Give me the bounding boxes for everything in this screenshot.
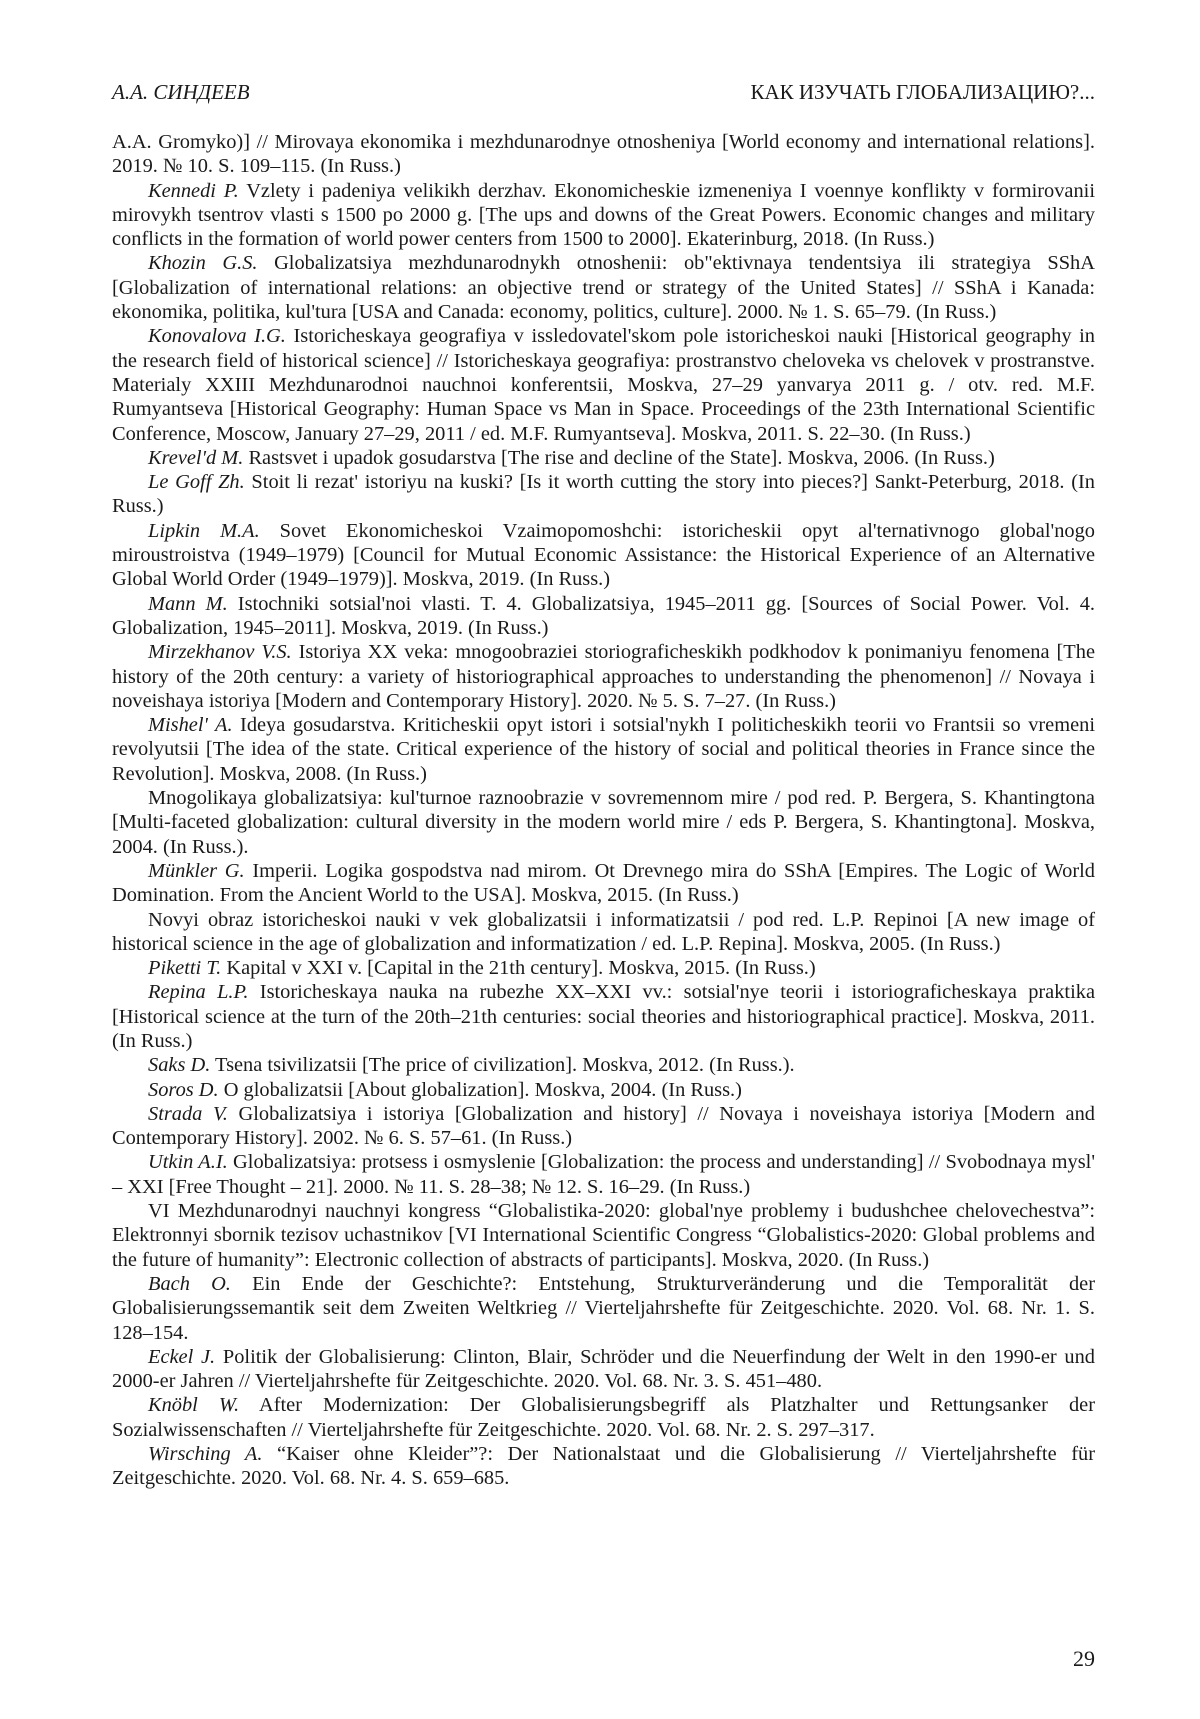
reference-entry (112, 786, 1095, 859)
reference-entry (112, 324, 1095, 445)
reference-entry (112, 1199, 1095, 1272)
reference-entry (112, 1442, 1095, 1491)
reference-text: Ein Ende der Geschichte?: Entstehung, Strukturveränderung und die Temporalität der Globalisierungssemantik seit dem Zweiten Weltkrieg // Vierteljahrshefte für Zeitgeschichte. 2020. Vol. 68. Nr. 1. S. 128–154. (112, 1273, 1095, 1344)
reference-author: Repina L.P. (148, 981, 248, 1003)
reference-entry (112, 1053, 1095, 1077)
reference-text: Ideya gosudarstva. Kriticheskii opyt istori i sotsial'nykh I politicheskikh teorii vo Frantsii so vremeni revolyutsii [The idea of the state. Critical experience of the history of social and political theories in France since the Revolution]. Moskva, 2008. (In Russ.) (112, 714, 1095, 785)
reference-entry (112, 1150, 1095, 1199)
reference-author: Lipkin M.A. (148, 520, 260, 542)
reference-entry (112, 1102, 1095, 1151)
reference-text: Istochniki sotsial'noi vlasti. T. 4. Globalizatsiya, 1945–2011 gg. [Sources of Social Power. Vol. 4. Globalization, 1945–2011]. Moskva, 2019. (In Russ.) (112, 593, 1095, 639)
reference-text: Vzlety i padeniya velikikh derzhav. Ekonomicheskie izmeneniya I voennye konflikty v formirovanii mirovykh tsentrov vlasti s 1500 po 2000 g. [The ups and downs of the Great Powers. Economic changes and military conflicts in the formation of world power centers from 1500 to 2000]. Ekaterinburg, 2018. (In Russ.) (112, 180, 1095, 251)
reference-text: A.A. Gromyko)] // Mirovaya ekonomika i mezhdunarodnye otnosheniya [World economy and international relations]. 2019. № 10. S. 109–115. (In Russ.) (112, 131, 1095, 177)
reference-author: Soros D. (148, 1079, 219, 1101)
reference-text: Istoricheskaya geografiya v issledovatel'skom pole istoricheskoi nauki [Historical geography in the research field of historical science] // Istoricheskaya geografiya: prostranstvo cheloveka vs chelovek v prostranstve. Materialy XXIII Mezhdunarodnoi nauchnoi konferentsii, Moskva, 27–29 yanvarya 2011 g. / otv. red. M.F. Rumyantseva [Historical Geography: Human Space vs Man in Space. Proceedings of the 23th International Scientific Conference, Moscow, January 27–29, 2011 / ed. M.F. Rumyantseva]. Moskva, 2011. S. 22–30. (In Russ.) (112, 325, 1095, 444)
reference-author: Mann M. (148, 593, 228, 615)
reference-author: Le Goff Zh. (148, 471, 245, 493)
reference-author: Bach O. (148, 1273, 231, 1295)
reference-entry (112, 908, 1095, 957)
reference-entry (112, 713, 1095, 786)
reference-text: Novyi obraz istoricheskoi nauki v vek globalizatsii i informatizatsii / pod red. L.P. Repinoi [A new image of historical science in the age of globalization and informatization / ed. L.P. Repina]. Moskva, 2005. (In Russ.) (112, 909, 1095, 955)
reference-author: Mirzekhanov V.S. (148, 641, 292, 663)
reference-entry (112, 519, 1095, 592)
running-header-title: КАК ИЗУЧАТЬ ГЛОБАЛИЗАЦИЮ?... (750, 80, 1095, 105)
reference-author: Utkin A.I. (148, 1151, 228, 1173)
reference-entry (112, 130, 1095, 179)
reference-author: Mishel' A. (148, 714, 233, 736)
reference-entry (112, 251, 1095, 324)
reference-list (112, 130, 1095, 1491)
reference-author: Kennedi P. (148, 180, 239, 202)
reference-author: Strada V. (148, 1103, 228, 1125)
reference-text: Tsena tsivilizatsii [The price of civilization]. Moskva, 2012. (In Russ.). (210, 1054, 794, 1076)
reference-entry (112, 1272, 1095, 1345)
reference-entry (112, 1345, 1095, 1394)
reference-entry (112, 956, 1095, 980)
reference-entry (112, 470, 1095, 519)
reference-text: O globalizatsii [About globalization]. Moskva, 2004. (In Russ.) (219, 1079, 742, 1101)
reference-author: Eckel J. (148, 1346, 215, 1368)
reference-text: Istoricheskaya nauka na rubezhe XX–XXI vv.: sotsial'nye teorii i istoriograficheskaya praktika [Historical science at the turn of the 20th–21th centuries: social theories and historiographical practice]. Moskva, 2011. (In Russ.) (112, 981, 1095, 1052)
reference-text: Kapital v XXI v. [Capital in the 21th century]. Moskva, 2015. (In Russ.) (221, 957, 815, 979)
reference-text: Sovet Ekonomicheskoi Vzaimopomoshchi: istoricheskii opyt al'ternativnogo global'nogo miroustroistva (1949–1979) [Council for Mutual Economic Assistance: the Historical Experience of an Alternative Global World Order (1949–1979)]. Moskva, 2019. (In Russ.) (112, 520, 1095, 591)
reference-text: “Kaiser ohne Kleider”?: Der Nationalstaat und die Globalisierung // Vierteljahrshefte für Zeitgeschichte. 2020. Vol. 68. Nr. 4. S. 659–685. (112, 1443, 1095, 1489)
reference-author: Piketti T. (148, 957, 221, 979)
reference-text: Rastsvet i upadok gosudarstva [The rise and decline of the State]. Moskva, 2006. (In Russ.) (243, 447, 994, 469)
reference-text: Politik der Globalisierung: Clinton, Blair, Schröder und die Neuerfindung der Welt in den 1990-er und 2000-er Jahren // Vierteljahrshefte für Zeitgeschichte. 2020. Vol. 68. Nr. 3. S. 451–480. (112, 1346, 1095, 1392)
reference-author: Wirsching A. (148, 1443, 262, 1465)
reference-author: Saks D. (148, 1054, 210, 1076)
reference-text: VI Mezhdunarodnyi nauchnyi kongress “Globalistika-2020: global'nye problemy i budushchee chelovechestva”: Elektronnyi sbornik tezisov uchastnikov [VI International Scientific Congress “Globalistics-2020: Global problems and the future of humanity”: Electronic collection of abstracts of participants]. Moskva, 2020. (In Russ.) (112, 1200, 1095, 1271)
reference-text: Istoriya XX veka: mnogoobraziei storiograficheskikh podkhodov k ponimaniyu fenomena [The history of the 20th century: a variety of historiographical approaches to understanding the phenomenon] // Novaya i noveishaya istoriya [Modern and Contemporary History]. 2020. № 5. S. 7–27. (In Russ.) (112, 641, 1095, 712)
reference-entry (112, 179, 1095, 252)
reference-entry (112, 1393, 1095, 1442)
reference-author: Konovalova I.G. (148, 325, 286, 347)
reference-text: Globalizatsiya mezhdunarodnykh otnoshenii: ob"ektivnaya tendentsiya ili strategiya SShA [Globalization of international relations: an objective trend or strategy of the United States] // SShA i Kanada: ekonomika, politika, kul'tura [USA and Canada: economy, politics, culture]. 2000. № 1. S. 65–79. (In Russ.) (112, 252, 1095, 323)
reference-author: Münkler G. (148, 860, 245, 882)
reference-entry (112, 446, 1095, 470)
running-header (112, 80, 1095, 112)
reference-author: Khozin G.S. (148, 252, 257, 274)
reference-text: After Modernization: Der Globalisierungsbegriff als Platzhalter und Rettungsanker der Sozialwissenschaften // Vierteljahrshefte für Zeitgeschichte. 2020. Vol. 68. Nr. 2. S. 297–317. (112, 1394, 1095, 1440)
page-number: 29 (1073, 1646, 1095, 1672)
reference-text: Globalizatsiya: protsess i osmyslenie [Globalization: the process and understanding] // Svobodnaya mysl' – XXI [Free Thought – 21]. 2000. № 11. S. 28–38; № 12. S. 16–29. (In Russ.) (112, 1151, 1095, 1197)
reference-entry (112, 640, 1095, 713)
reference-text: Stoit li rezat' istoriyu na kuski? [Is it worth cutting the story into pieces?] Sankt-Peterburg, 2018. (In Russ.) (112, 471, 1095, 517)
reference-entry (112, 1078, 1095, 1102)
reference-author: Krevel'd M. (148, 447, 243, 469)
reference-entry (112, 592, 1095, 641)
reference-text: Imperii. Logika gospodstva nad mirom. Ot Drevnego mira do SShA [Empires. The Logic of World Domination. From the Ancient World to the USA]. Moskva, 2015. (In Russ.) (112, 860, 1095, 906)
reference-entry (112, 859, 1095, 908)
reference-author: Knöbl W. (148, 1394, 239, 1416)
running-header-author: А.А. СИНДЕЕВ (112, 80, 250, 105)
reference-text: Globalizatsiya i istoriya [Globalization and history] // Novaya i noveishaya istoriya [Modern and Contemporary History]. 2002. № 6. S. 57–61. (In Russ.) (112, 1103, 1095, 1149)
reference-text: Mnogolikaya globalizatsiya: kul'turnoe raznoobrazie v sovremennom mire / pod red. P. Bergera, S. Khantingtona [Multi-faceted globalization: cultural diversity in the modern world mire / eds P. Bergera, S. Khantingtona]. Moskva, 2004. (In Russ.). (112, 787, 1095, 858)
reference-entry (112, 980, 1095, 1053)
